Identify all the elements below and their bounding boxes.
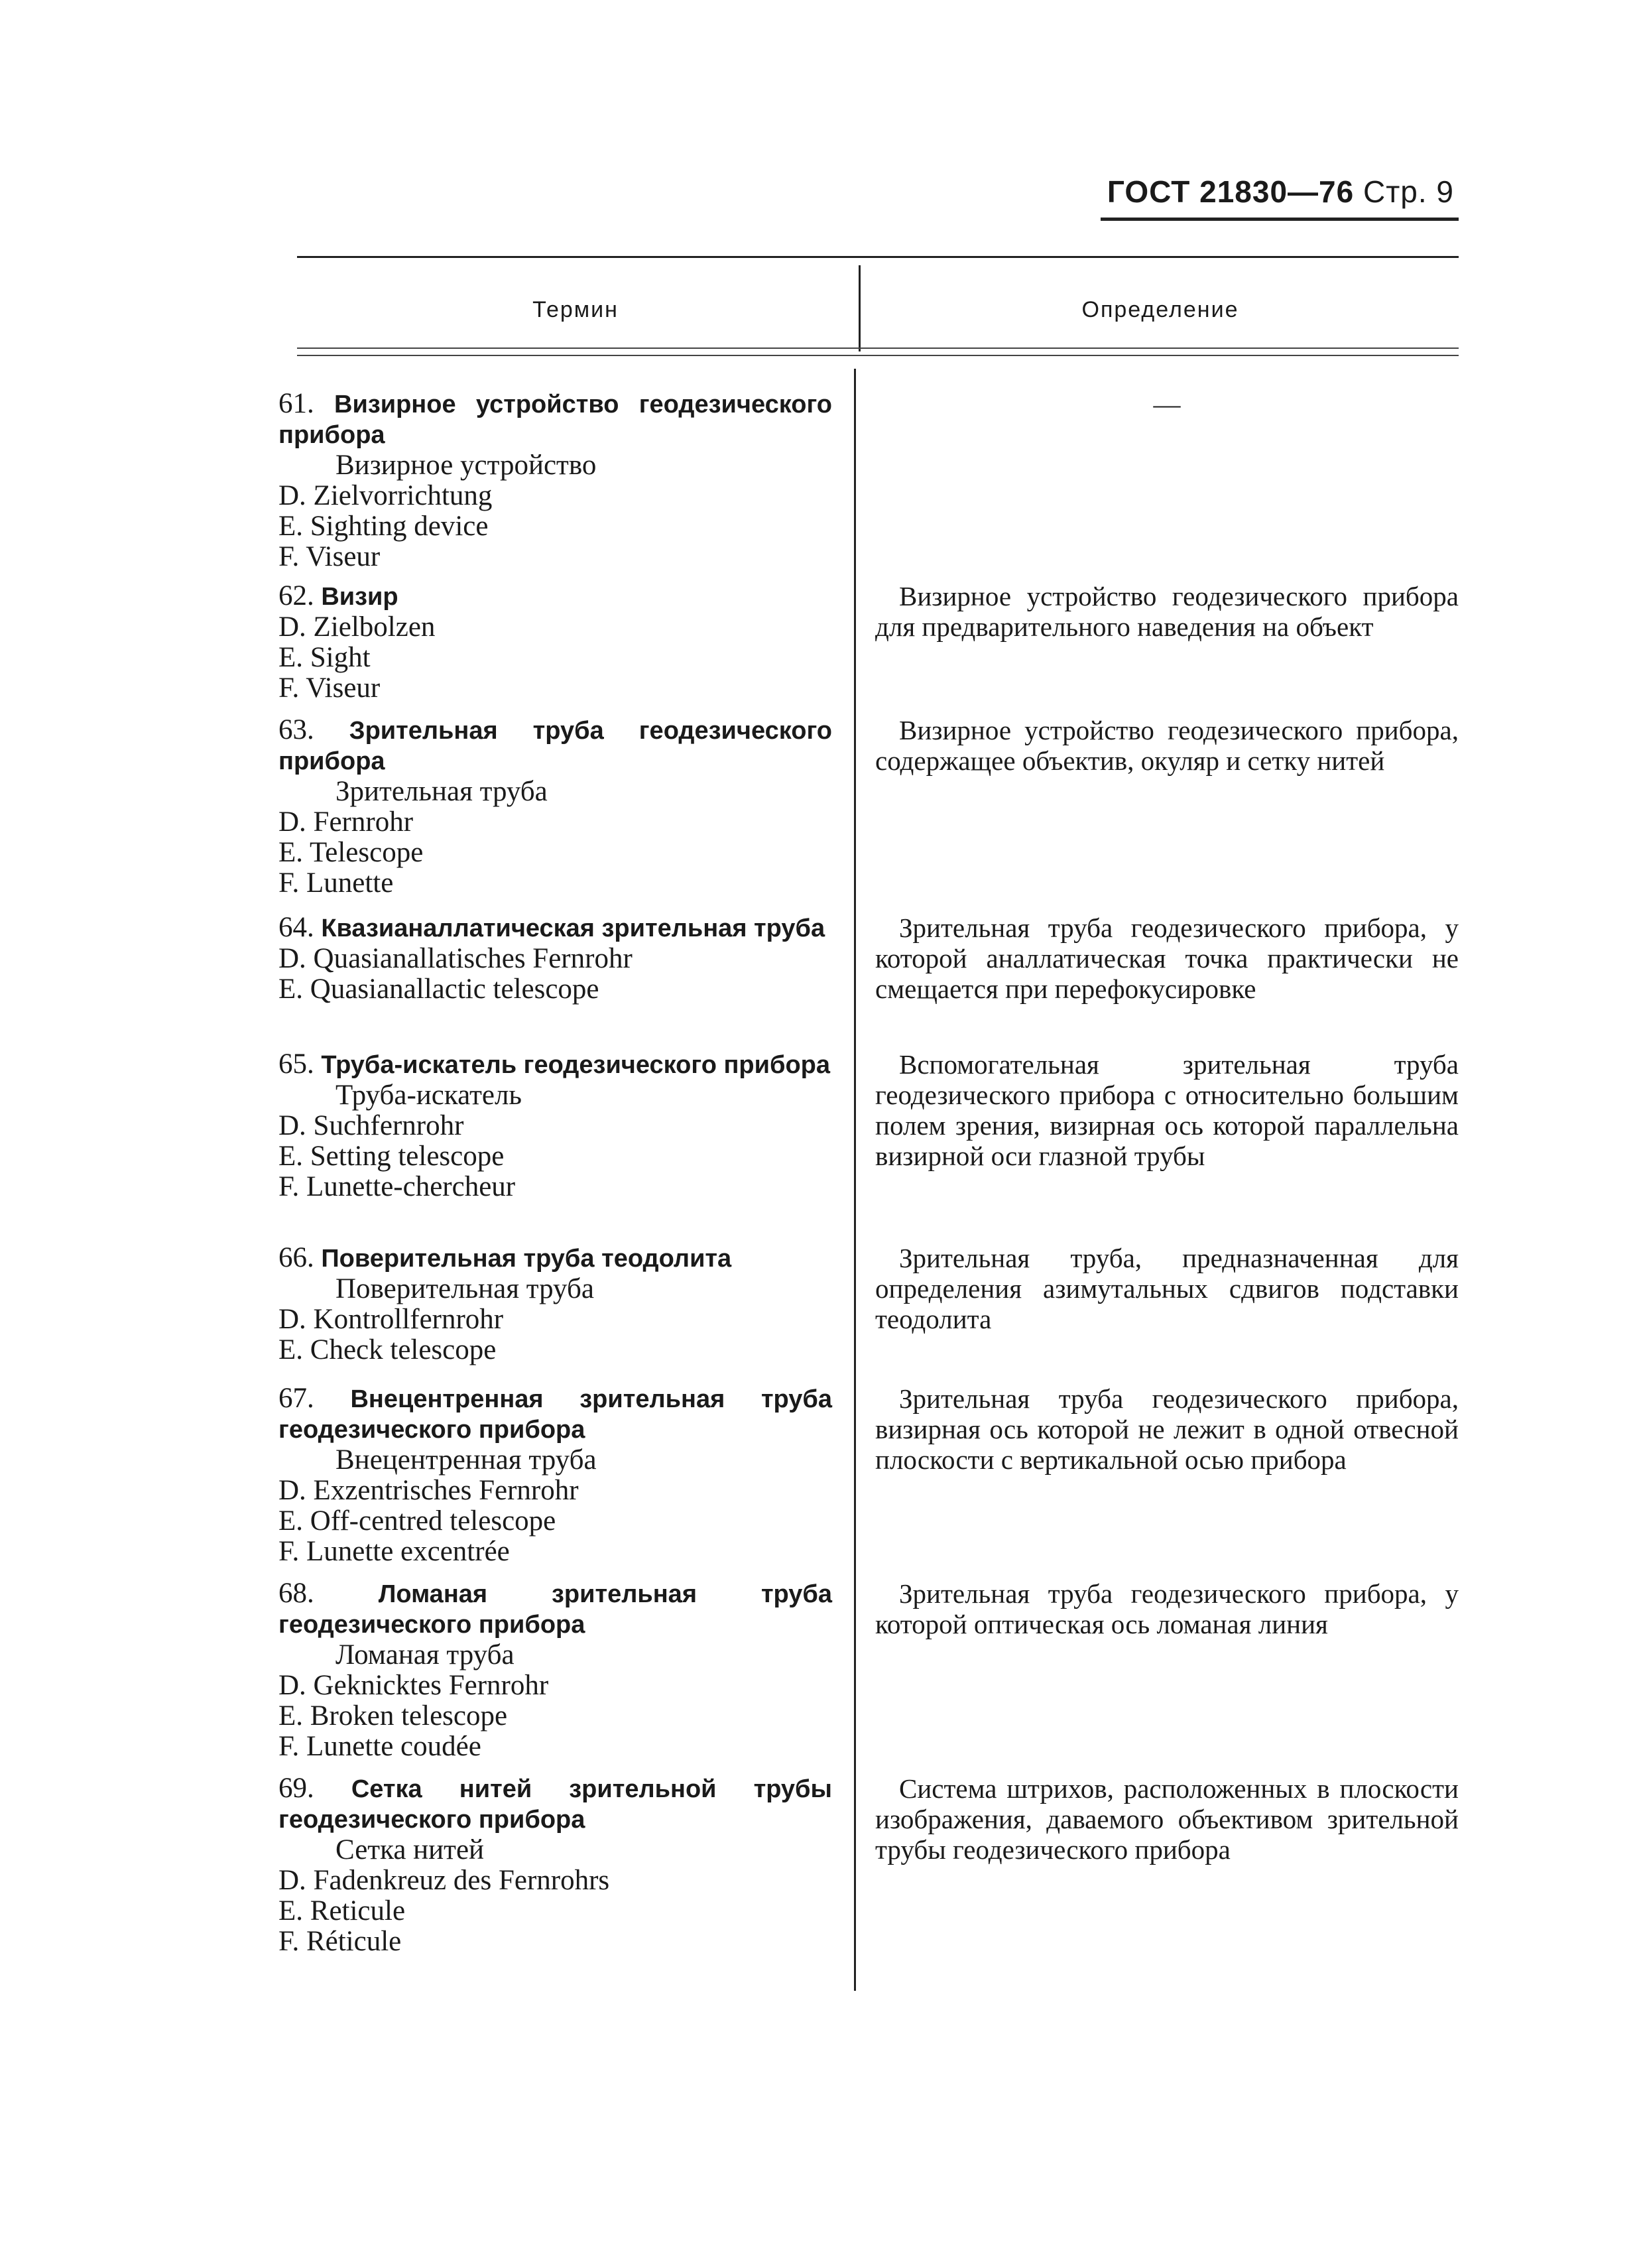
term-french: F. Viseur bbox=[278, 541, 381, 572]
term-cell bbox=[278, 913, 832, 1005]
column-header-definitions: Определение bbox=[1081, 297, 1239, 322]
term-english: E. Sighting device bbox=[278, 511, 489, 542]
term-number: 66. bbox=[278, 1242, 314, 1273]
term-synonym: Труба-искатель bbox=[335, 1080, 522, 1111]
term-title bbox=[278, 715, 832, 777]
definition-cell bbox=[875, 1243, 1459, 1334]
definition-cell bbox=[875, 1383, 1459, 1475]
term-english: E. Broken telescope bbox=[278, 1700, 508, 1732]
term-cell bbox=[278, 581, 832, 704]
term-number: 65. bbox=[278, 1048, 314, 1080]
term-name: Поверительная труба теодолита bbox=[321, 1245, 732, 1273]
term-title bbox=[278, 913, 832, 944]
term-name: Визир bbox=[321, 583, 398, 611]
term-synonym: Зрительная труба bbox=[335, 776, 548, 807]
term-name: Внецентренная зрительная труба геодезического прибора bbox=[278, 1385, 833, 1444]
header-double-rule bbox=[297, 347, 1459, 356]
term-german: D. Suchfernrohr bbox=[278, 1110, 464, 1141]
table-top-rule bbox=[297, 256, 1459, 258]
term-english: E. Sight bbox=[278, 642, 371, 673]
term-title bbox=[278, 1243, 832, 1274]
term-german: D. Zielbolzen bbox=[278, 611, 436, 643]
definition-cell bbox=[875, 389, 1459, 419]
term-english: E. Telescope bbox=[278, 837, 424, 868]
definition-cell bbox=[875, 581, 1459, 642]
header-rule bbox=[1101, 218, 1459, 221]
term-synonym: Визирное устройство bbox=[335, 450, 597, 481]
term-name: Визирное устройство геодезического прибора bbox=[278, 391, 832, 449]
page-number: Стр. 9 bbox=[1363, 174, 1454, 209]
definition-text: Зрительная труба геодезического прибора, у которой оптическая ось ломаная линия bbox=[875, 1578, 1459, 1639]
term-cell bbox=[278, 1049, 832, 1202]
definition-cell bbox=[875, 1578, 1459, 1639]
term-french: F. Viseur bbox=[278, 672, 381, 704]
term-english: E. Setting telescope bbox=[278, 1141, 505, 1172]
term-french: F. Lunette bbox=[278, 867, 394, 899]
term-name: Ломаная зрительная труба геодезического прибора bbox=[278, 1580, 832, 1639]
term-synonym: Поверительная труба bbox=[335, 1273, 594, 1304]
term-title bbox=[278, 389, 832, 450]
term-english: E. Off-centred telescope bbox=[278, 1505, 556, 1537]
term-german: D. Quasianallatisches Fernrohr bbox=[278, 943, 633, 974]
term-title bbox=[278, 1383, 832, 1445]
term-number: 67. bbox=[278, 1383, 314, 1414]
definition-cell bbox=[875, 1049, 1459, 1171]
term-english: E. Check telescope bbox=[278, 1334, 497, 1365]
definition-text: Вспомогательная зрительная труба геодезического прибора с относительно большим полем зрения, визирная ось которой параллельна визирной оси глазной трубы bbox=[875, 1049, 1459, 1171]
definition-text: Зрительная труба геодезического прибора, у которой аналлатическая точка практически не смещается при перефокусировке bbox=[875, 913, 1459, 1004]
term-english: E. Quasianallactic telescope bbox=[278, 974, 599, 1005]
term-german: D. Exzentrisches Fernrohr bbox=[278, 1475, 579, 1506]
term-cell bbox=[278, 1243, 832, 1365]
definition-cell bbox=[875, 1773, 1459, 1865]
definition-cell bbox=[875, 715, 1459, 776]
term-number: 68. bbox=[278, 1578, 314, 1609]
term-german: D. Kontrollfernrohr bbox=[278, 1304, 504, 1335]
term-english: E. Reticule bbox=[278, 1895, 406, 1926]
term-synonym: Сетка нитей bbox=[335, 1834, 485, 1865]
term-name: Сетка нитей зрительной трубы геодезического прибора bbox=[278, 1775, 832, 1834]
term-french: F. Lunette-chercheur bbox=[278, 1171, 516, 1202]
term-title bbox=[278, 1049, 832, 1080]
term-number: 64. bbox=[278, 912, 314, 943]
definition-text: Система штрихов, расположенных в плоскости изображения, даваемого объективом зрительной трубы геодезического прибора bbox=[875, 1773, 1459, 1865]
term-cell bbox=[278, 1578, 832, 1762]
term-title bbox=[278, 581, 832, 612]
term-german: D. Fernrohr bbox=[278, 806, 414, 838]
term-synonym: Ломаная труба bbox=[335, 1639, 515, 1670]
term-cell bbox=[278, 715, 832, 899]
term-cell bbox=[278, 389, 832, 572]
term-title bbox=[278, 1773, 832, 1835]
definition-cell bbox=[875, 913, 1459, 1004]
column-divider-head bbox=[859, 265, 861, 351]
term-cell bbox=[278, 1773, 832, 1957]
term-name: Зрительная труба геодезического прибора bbox=[278, 717, 832, 775]
term-name: Труба-искатель геодезического прибора bbox=[321, 1051, 831, 1079]
term-german: D. Geknicktes Fernrohr bbox=[278, 1670, 549, 1701]
term-synonym: Внецентренная труба bbox=[335, 1444, 597, 1476]
definition-text: Зрительная труба, предназначенная для определения азимутальных сдвигов подставки теодолита bbox=[875, 1243, 1459, 1334]
term-name: Квазианаллатическая зрительная труба bbox=[321, 914, 825, 942]
term-number: 63. bbox=[278, 714, 314, 745]
definition-text: Зрительная труба геодезического прибора, визирная ось которой не лежит в одной отвесной плоскости с вертикальной осью прибора bbox=[875, 1383, 1459, 1475]
term-cell bbox=[278, 1383, 832, 1567]
term-french: F. Réticule bbox=[278, 1926, 402, 1957]
term-number: 69. bbox=[278, 1773, 314, 1804]
definition-text: Визирное устройство геодезического прибора для предварительного наведения на объект bbox=[875, 581, 1459, 642]
definition-text: — bbox=[1153, 389, 1181, 419]
term-title bbox=[278, 1578, 832, 1640]
column-header-terms: Термин bbox=[532, 297, 619, 322]
definition-text: Визирное устройство геодезического прибора, содержащее объектив, окуляр и сетку нитей bbox=[875, 715, 1459, 776]
term-french: F. Lunette excentrée bbox=[278, 1536, 510, 1567]
standard-code: ГОСТ 21830—76 bbox=[1107, 174, 1355, 209]
page-header bbox=[1107, 174, 1454, 210]
term-german: D. Zielvorrichtung bbox=[278, 480, 493, 511]
term-number: 62. bbox=[278, 580, 314, 611]
term-number: 61. bbox=[278, 388, 314, 419]
term-french: F. Lunette coudée bbox=[278, 1731, 481, 1762]
term-german: D. Fadenkreuz des Fernrohrs bbox=[278, 1865, 610, 1896]
column-divider-body bbox=[854, 369, 856, 1991]
